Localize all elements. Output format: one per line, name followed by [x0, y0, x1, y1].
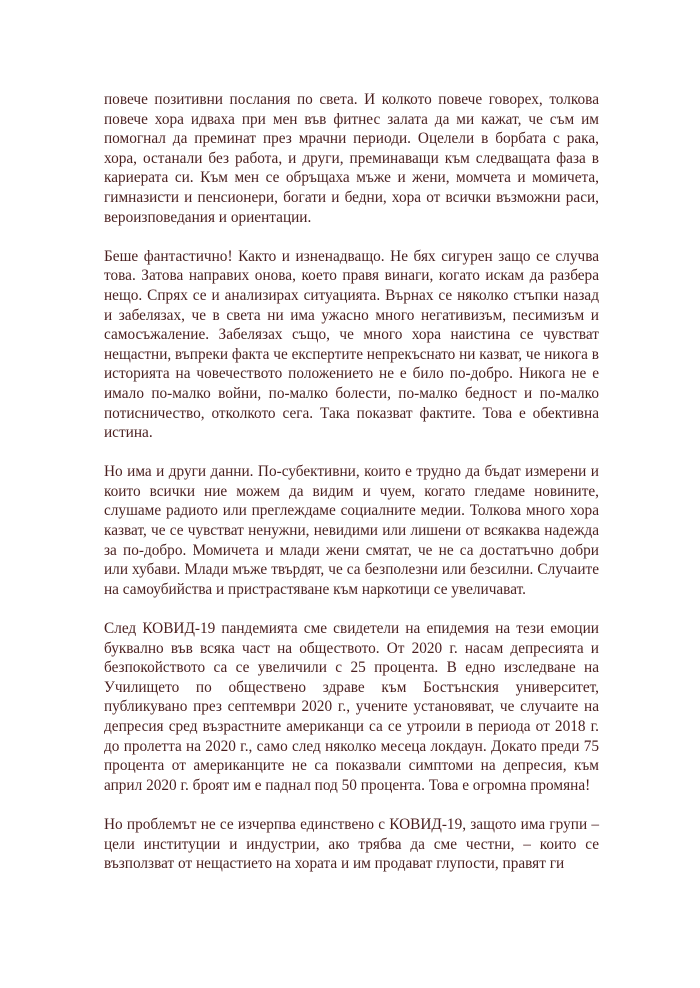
paragraph-4: След КОВИД-19 пандемията сме свидетели на епидемия на тези емоции буквално във всяка част на обществото. От 2020 г. насам депресията и безпокойството са се увеличили с 25 процента. В едно изследване на Училището по обществено здраве към Бостънския университет, публикувано през септември 2020 г., учените установяват, че случаите на депресия сред възрастните американци са се утроили в периода от 2018 г. до пролетта на 2020 г., само след няколко месеца локдаун. Докато преди 75 процента от американците не са показвали симптоми на депресия, към април 2020 г. броят им е паднал под 50 процента. Това е огромна промяна! — [104, 620, 599, 794]
paragraph-3: Но има и други данни. По-субективни, които е трудно да бъдат измерени и които всички ние можем да видим и чуем, когато гледаме новините, слушаме радиото или преглеждаме социалните медии. Толкова много хора казват, че се чувстват ненужни, невидими или лишени от всякаква надежда за по-добро. Момичета и млади жени смятат, че не са достатъчно добри или хубави. Млади мъже твърдят, че са безполезни или безсилни. Случаите на самоубийства и пристрастяване към наркотици се увеличават. — [104, 463, 599, 598]
body-text — [104, 90, 599, 893]
paragraph-1: повече позитивни послания по света. И колкото повече говорех, толкова повече хора идваха при мен във фитнес залата да ми кажат, че съм им помогнал да преминат през мрачни периоди. Оцелели в борбата с рака, хора, останали без работа, и други, преминаващи към следващата фаза в кариерата си. Към мен се обръщаха мъже и жени, момчета и момичета, гимназисти и пенсионери, богати и бедни, хора от всички възможни раси, вероизповедания и ориентации. — [104, 91, 599, 226]
paragraph-2: Беше фантастично! Както и изненадващо. Не бях сигурен защо се случва това. Затова направих онова, което правя винаги, когато искам да разбера нещо. Спрях се и анализирах ситуацията. Върнах се няколко стъпки назад и забелязах, че в света ни има ужасно много негативизъм, песимизъм и самосъжаление. Забелязах също, че много хора наистина се чувстват нещастни, въпреки факта че експертите непрекъснато ни казват, че никога в историята на човечеството положението не е било по-добро. Никога не е имало по-малко войни, по-малко болести, по-малко бедност и по-малко потисничество, отколкото сега. Така показват фактите. Това е обективна истина. — [104, 247, 599, 442]
paragraph-5: Но проблемът не се изчерпва единствено с КОВИД-19, защото има групи – цели институции и индустрии, ако трябва да сме честни, – които се възползват от нещастието на хората и им продават глупости, правят ги — [104, 815, 599, 873]
